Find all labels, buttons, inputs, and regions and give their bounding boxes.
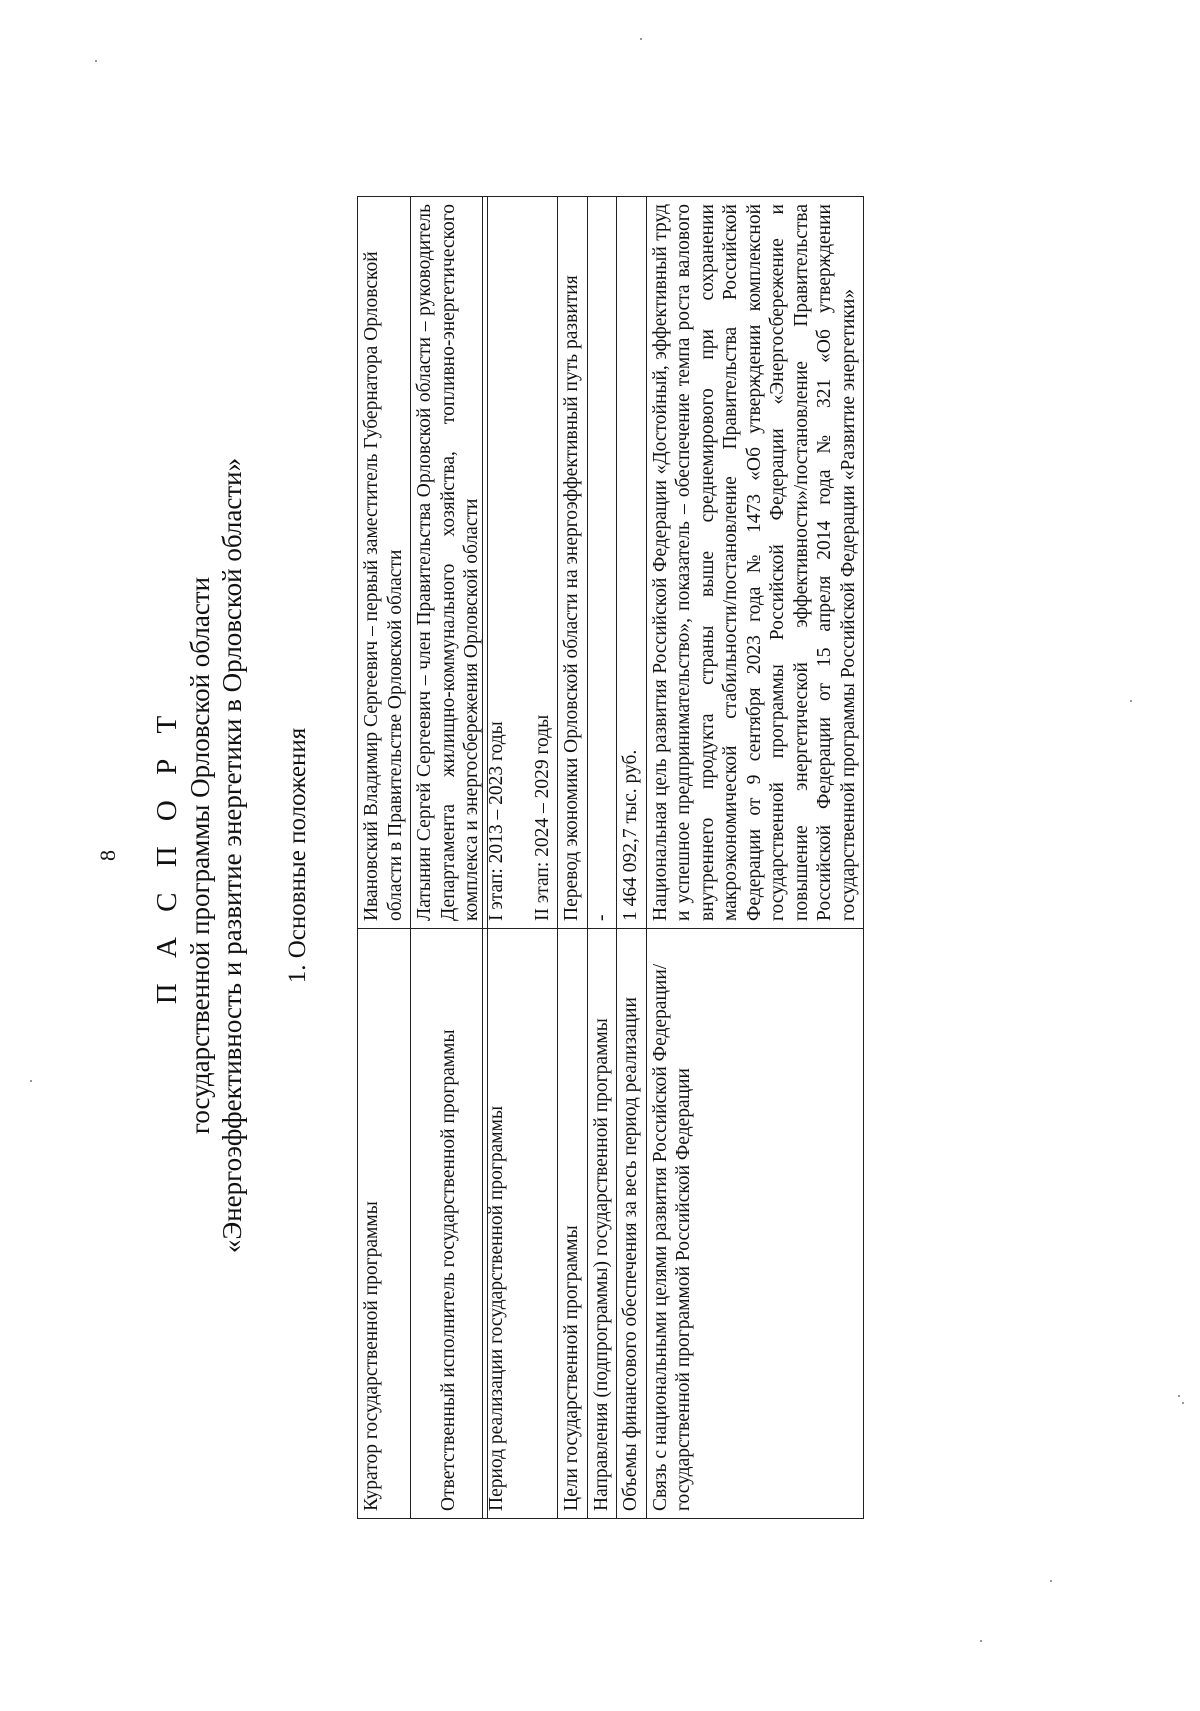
scan-speck bbox=[95, 60, 97, 62]
program-details-table bbox=[482, 196, 864, 1519]
table-row bbox=[646, 197, 864, 1519]
table-row bbox=[483, 197, 558, 1519]
link-value: Национальная цель развития Российской Федерации «Достойный, эффективный труд и успешное предпринимательство», показатель – обеспечение темпа роста валового внутреннего продукта страны выше среднемирового при сохранении макроэкономической стабильности/постановление Правительства Российской Федерации от 9 сентября 2023 года № 1473 «Об утверждении комплексной государственной программы Российской Федерации «Энергосбережение и повышение энергетической эффективности»/постановление Правительства Российской Федерации от 15 апреля 2014 года № 321 «Об утверждении государственной программы Российской Федерации «Развитие энергетики» bbox=[646, 197, 864, 929]
link-label: Связь с национальными целями развития Российской Федерации/ государственной программой Российской Федерации bbox=[646, 929, 864, 1519]
financing-value: 1 464 092,7 тыс. руб. bbox=[617, 197, 647, 929]
table-row bbox=[617, 197, 647, 1519]
goals-label: Цели государственной программы bbox=[558, 929, 588, 1519]
section-title: 1. Основные положения bbox=[284, 727, 311, 984]
scan-speck bbox=[640, 38, 642, 40]
scan-speck bbox=[1178, 1395, 1180, 1397]
stage-1: I этап: 2013 – 2023 годы bbox=[486, 721, 507, 921]
executor-value: Латынин Сергей Сергеевич – член Правительства Орловской области – руководитель Департамента жилищно-коммунального хозяйства, топливно-энергетического комплекса и энергосбережения Орловской области bbox=[411, 197, 488, 929]
program-name: «Энергоэффективность и развитие энергетики в Орловской области» bbox=[217, 457, 247, 1254]
page-number: 8 bbox=[95, 850, 120, 861]
curator-table bbox=[357, 196, 488, 1519]
financing-label: Объемы финансового обеспечения за весь период реализации bbox=[617, 929, 647, 1519]
table-row bbox=[358, 197, 411, 1519]
goals-value: Перевод экономики Орловской области на энергоэффективный путь развития bbox=[558, 197, 588, 929]
period-value bbox=[483, 197, 558, 929]
table-row bbox=[558, 197, 588, 1519]
directions-value: - bbox=[587, 197, 617, 929]
executor-label: Ответственный исполнитель государственной программы bbox=[411, 929, 488, 1519]
table-row bbox=[587, 197, 617, 1519]
period-label: Период реализации государственной программы bbox=[483, 929, 558, 1519]
curator-value: Ивановский Владимир Сергеевич – первый заместитель Губернатора Орловской области в Правительстве Орловской области bbox=[358, 197, 411, 929]
document-subtitle: государственной программы Орловской области bbox=[185, 576, 215, 1135]
stage-2: II этап: 2024 – 2029 годы bbox=[531, 714, 553, 921]
scan-speck bbox=[1130, 700, 1132, 702]
directions-label: Направления (подпрограммы) государственной программы bbox=[587, 929, 617, 1519]
scan-speck bbox=[1182, 1402, 1184, 1404]
document-header bbox=[150, 0, 248, 1711]
scan-speck bbox=[30, 1080, 32, 1082]
document-title: П А С П О Р Т bbox=[151, 706, 183, 1005]
table-row bbox=[411, 197, 488, 1519]
scan-speck bbox=[980, 1640, 982, 1642]
scan-speck bbox=[1050, 1580, 1052, 1582]
curator-label: Куратор государственной программы bbox=[358, 929, 411, 1519]
